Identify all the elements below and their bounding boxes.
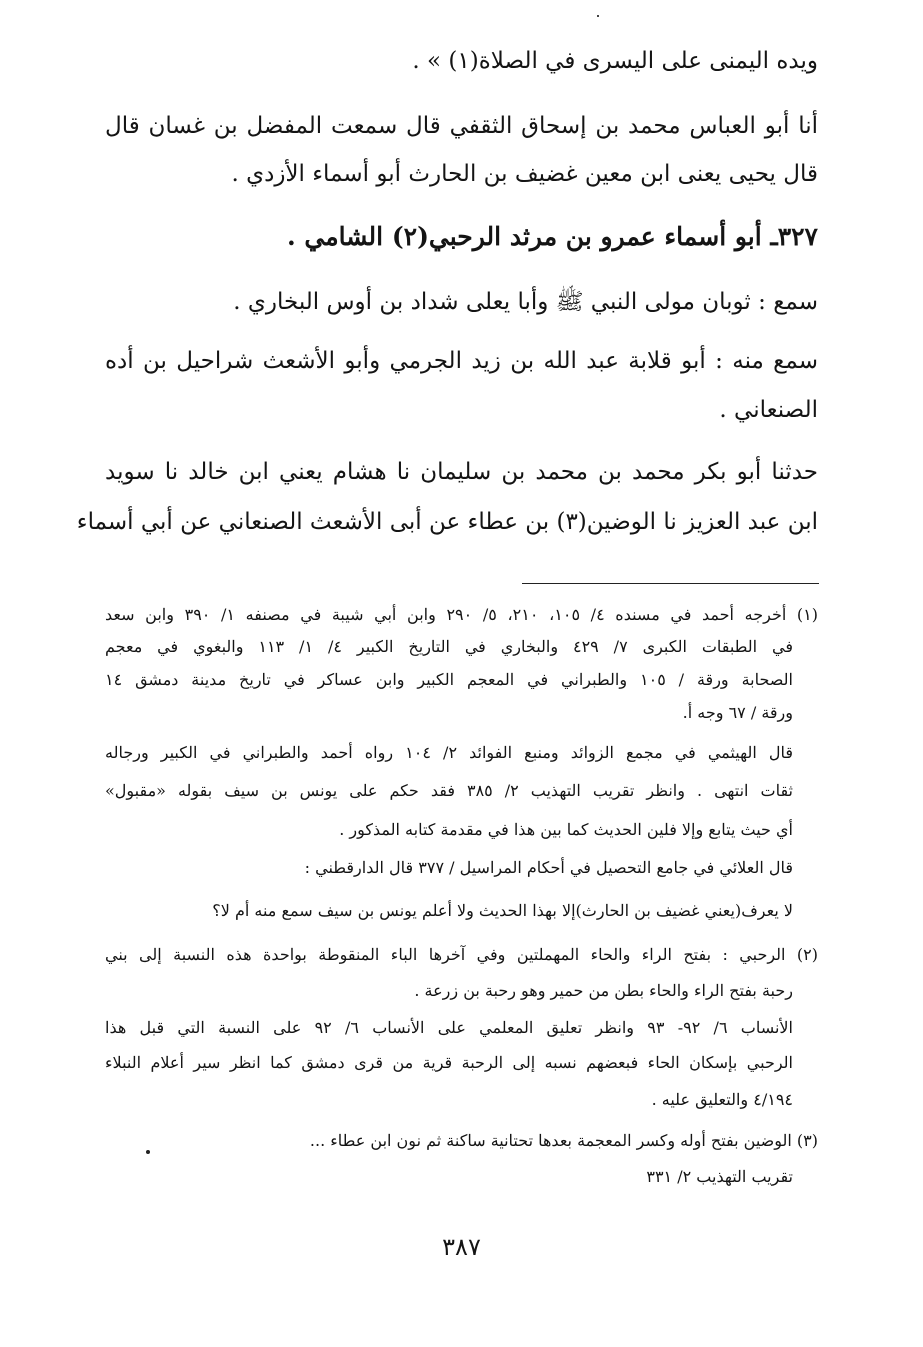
footnote-2-line-2: رحبة بفتح الراء والحاء بطن من حمير وهو رحبة بن زرعة . bbox=[414, 981, 793, 1000]
footnote-1-line-2: في الطبقات الكبرى ٧/ ٤٢٩ والبخاري في التاريخ الكبير ٤/ ١/ ١١٣ والبغوي في معجم bbox=[105, 637, 794, 656]
body-line-2: أنا أبو العباس محمد بن إسحاق الثقفي قال سمعت المفضل بن غسان قال bbox=[105, 113, 818, 139]
entry-heading: ٣٢٧ـ أبو أسماء عمرو بن مرثد الرحبي(٢) الشامي . bbox=[287, 222, 818, 251]
footnote-1-line-5: قال الهيثمي في مجمع الزوائد ومنبع الفوائد ٢/ ١٠٤ رواه أحمد والطبراني في الكبير ورجاله bbox=[105, 743, 794, 762]
footnote-1-line-8: قال العلائي في جامع التحصيل في أحكام المراسيل / ٣٧٧ قال الدارقطني : bbox=[304, 858, 793, 877]
footnote-3-line-1: (٣) الوضين بفتح أوله وكسر المعجمة بعدها تحتانية ساكنة ثم نون ابن عطاء ... bbox=[309, 1131, 818, 1150]
footnote-2-line-4: الرحبي بإسكان الحاء فبعضهم نسبه إلى الرحبة قرية من قرى دمشق كما انظر سير أعلام النبلاء bbox=[105, 1053, 793, 1072]
body-line-3: قال يحيى يعنى ابن معين غضيف بن الحارث أبو أسماء الأزدي . bbox=[231, 161, 818, 187]
body-line-7: الصنعاني . bbox=[719, 397, 818, 423]
page-number: ٣٨٧ bbox=[442, 1233, 481, 1261]
footnote-3-line-2: تقريب التهذيب ٢/ ٣٣١ bbox=[646, 1167, 793, 1186]
ink-speck bbox=[597, 15, 599, 17]
footnote-2-line-1: (٢) الرحبي : بفتح الراء والحاء المهملتين وفي آخرها الباء المنقوطة بواحدة هذه النسبة إلى بني bbox=[105, 945, 818, 964]
footnote-1-line-9: لا يعرف(يعني غضيف بن الحارث)إلا بهذا الحديث ولا أعلم يونس بن سيف سمع منه أم لا؟ bbox=[212, 901, 793, 920]
footnote-1-line-4: ورقة / ٦٧ وجه أ. bbox=[682, 703, 793, 722]
body-line-5: سمع : ثوبان مولى النبي ﷺ وأبا يعلى شداد بن أوس البخاري . bbox=[233, 289, 818, 315]
body-line-8: حدثنا أبو بكر محمد بن محمد بن سليمان نا هشام يعني ابن خالد نا سويد bbox=[105, 459, 818, 485]
body-line-6: سمع منه : أبو قلابة عبد الله بن زيد الجرمي وأبو الأشعث شراحيل بن أده bbox=[105, 348, 818, 374]
margin-dot bbox=[146, 1150, 150, 1154]
footnote-1-line-7: أي حيث يتابع وإلا فلين الحديث كما بين هذا في مقدمة كتابه المذكور . bbox=[339, 820, 793, 839]
footnote-2-line-3: الأنساب ٦/ ٩٢- ٩٣ وانظر تعليق المعلمي على الأنساب ٦/ ٩٢ على النسبة التي قبل هذا bbox=[105, 1018, 794, 1037]
footnote-separator bbox=[522, 583, 819, 584]
body-line-9: ابن عبد العزيز نا الوضين(٣) بن عطاء عن أبى الأشعث الصنعاني عن أبي أسماء bbox=[76, 509, 818, 535]
footnote-2-line-5: ٤/١٩٤ والتعليق عليه . bbox=[651, 1090, 793, 1109]
footnote-1-line-1: (١) أخرجه أحمد في مسنده ٤/ ١٠٥، ٢١٠، ٥/ ٢٩٠ وابن أبي شيبة في مصنفه ١/ ٣٩٠ وابن سعد bbox=[105, 605, 819, 624]
body-line-1: ويده اليمنى على اليسرى في الصلاة(١) » . bbox=[412, 48, 818, 74]
footnote-1-line-3: الصحابة ورقة / ١٠٥ والطبراني في المعجم الكبير وابن عساكر في تاريخ مدينة دمشق ١٤ bbox=[105, 670, 793, 689]
footnote-1-line-6: ثقات انتهى . وانظر تقريب التهذيب ٢/ ٣٨٥ فقد حكم على يونس بن سيف بقوله «مقبول» bbox=[105, 781, 793, 800]
